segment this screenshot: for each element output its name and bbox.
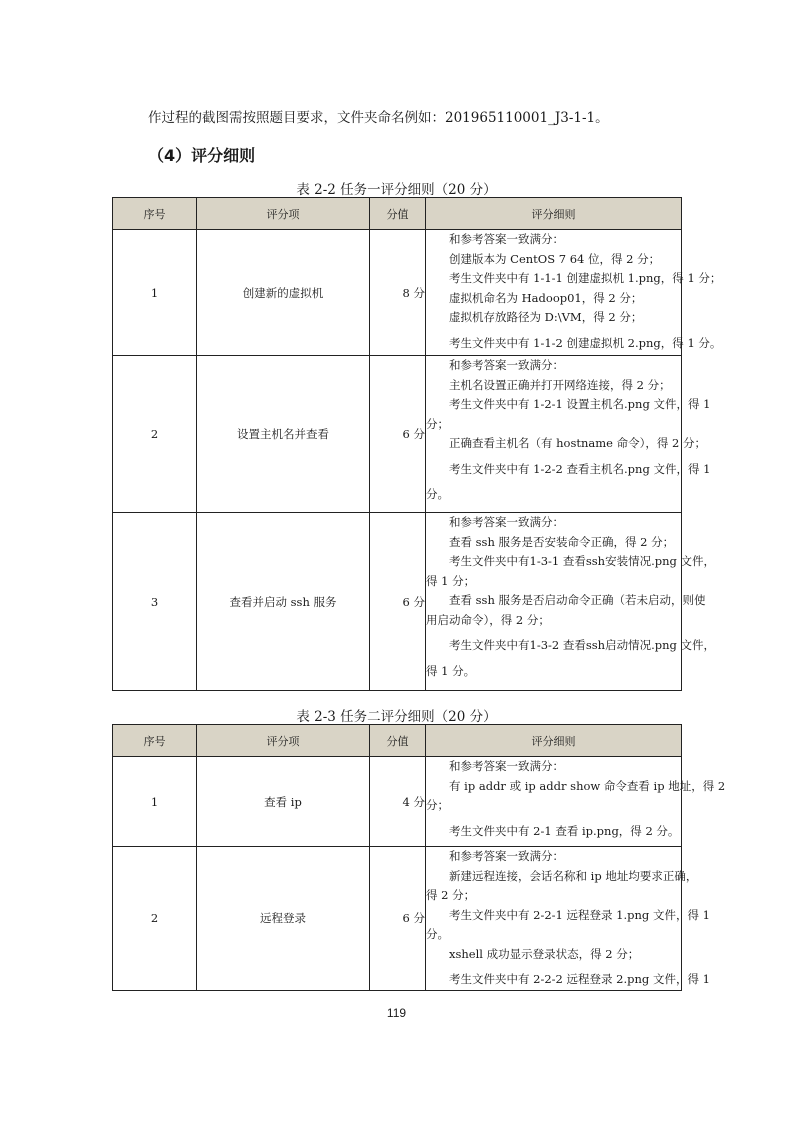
row-score: 6 分	[370, 356, 426, 513]
detail-line: 虚拟机命名为 Hadoop01，得 2 分；	[449, 290, 643, 305]
row-no: 3	[113, 513, 197, 691]
row-details	[426, 513, 716, 691]
row-no: 1	[113, 757, 197, 847]
grading-table-task2	[112, 724, 726, 991]
header-score: 分值	[370, 725, 426, 757]
detail-line: 考生文件夹中有 2-2-1 远程登录 1.png 文件，得 1	[449, 907, 710, 922]
row-score: 4 分	[370, 757, 426, 847]
row-details	[426, 847, 710, 991]
detail-line: 得 1 分。	[426, 663, 476, 678]
table-row	[113, 513, 682, 691]
row-details	[426, 356, 711, 513]
detail-line: 新建远程连接，会话名称和 ip 地址均要求正确，	[449, 868, 698, 883]
detail-line: 主机名设置正确并打开网络连接，得 2 分；	[449, 377, 671, 392]
header-details: 评分细则	[426, 725, 682, 757]
detail-line: 得 1 分；	[426, 573, 476, 588]
detail-line: 考生文件夹中有 2-2-2 远程登录 2.png 文件，得 1	[449, 972, 710, 986]
detail-line: 分。	[426, 927, 449, 941]
table-header-row	[113, 198, 682, 230]
table-row	[113, 230, 682, 356]
table-row	[113, 356, 682, 513]
row-details	[426, 757, 726, 847]
table-row	[113, 847, 682, 991]
section-heading: （4）评分细则	[148, 146, 256, 165]
detail-line: 和参考答案一致满分：	[449, 358, 564, 372]
detail-line: 正确查看主机名（有 hostname 命令），得 2 分；	[449, 436, 707, 450]
row-score: 6 分	[370, 847, 426, 991]
header-details: 评分细则	[426, 198, 682, 230]
row-item: 查看并启动 ssh 服务	[197, 513, 370, 691]
header-score: 分值	[370, 198, 426, 230]
detail-line: 考生文件夹中有 1-1-2 创建虚拟机 2.png，得 1 分。	[449, 335, 722, 350]
detail-line: xshell 成功显示登录状态，得 2 分；	[449, 946, 640, 961]
table-caption: 表 2-3 任务二评分细则（20 分）	[296, 709, 497, 725]
table-caption: 表 2-2 任务一评分细则（20 分）	[296, 182, 497, 198]
table-header-row	[113, 725, 682, 757]
row-item: 查看 ip	[197, 757, 370, 847]
detail-line: 分；	[426, 416, 449, 431]
detail-line: 用启动命令），得 2 分；	[426, 612, 550, 627]
detail-line: 和参考答案一致满分：	[449, 759, 564, 773]
table-row	[113, 757, 682, 847]
detail-line: 得 2 分；	[426, 888, 476, 902]
row-score: 6 分	[370, 513, 426, 691]
detail-line: 和参考答案一致满分：	[449, 515, 564, 529]
row-no: 2	[113, 356, 197, 513]
row-details	[426, 230, 722, 356]
row-item: 设置主机名并查看	[197, 356, 370, 513]
detail-line: 查看 ssh 服务是否启动命令正确（若未启动，则使	[449, 593, 706, 607]
detail-line: 考生文件夹中有1-3-1 查看ssh安装情况.png 文件，	[449, 554, 716, 568]
detail-line: 考生文件夹中有 1-1-1 创建虚拟机 1.png，得 1 分；	[449, 271, 722, 285]
detail-line: 虚拟机存放路径为 D:\VM，得 2 分；	[449, 310, 643, 324]
detail-line: 分。	[426, 487, 449, 501]
detail-line: 查看 ssh 服务是否安装命令正确，得 2 分；	[449, 534, 675, 549]
row-item: 远程登录	[197, 847, 370, 991]
detail-line: 分；	[426, 798, 449, 812]
detail-line: 有 ip addr 或 ip addr show 命令查看 ip 地址，得 2	[449, 778, 726, 793]
row-no: 1	[113, 230, 197, 356]
header-no: 序号	[113, 725, 197, 757]
page-number: 119	[386, 1006, 407, 1020]
detail-line: 考生文件夹中有 1-2-1 设置主机名.png 文件，得 1	[449, 397, 711, 411]
row-score: 8 分	[370, 230, 426, 356]
grading-table-task1	[112, 197, 722, 691]
detail-line: 考生文件夹中有 2-1 查看 ip.png，得 2 分。	[449, 823, 680, 838]
detail-line: 考生文件夹中有 1-2-2 查看主机名.png 文件，得 1	[449, 461, 711, 476]
detail-line: 和参考答案一致满分：	[449, 849, 564, 863]
detail-line: 考生文件夹中有1-3-2 查看ssh启动情况.png 文件，	[449, 638, 716, 652]
intro-text: 作过程的截图需按照题目要求，文件夹命名例如：201965110001_J3-1-1。	[148, 110, 609, 126]
row-item: 创建新的虚拟机	[197, 230, 370, 356]
detail-line: 创建版本为 CentOS 7 64 位，得 2 分；	[449, 251, 661, 266]
row-no: 2	[113, 847, 197, 991]
detail-line: 和参考答案一致满分：	[449, 232, 564, 246]
header-no: 序号	[113, 198, 197, 230]
header-item: 评分项	[197, 198, 370, 230]
header-item: 评分项	[197, 725, 370, 757]
